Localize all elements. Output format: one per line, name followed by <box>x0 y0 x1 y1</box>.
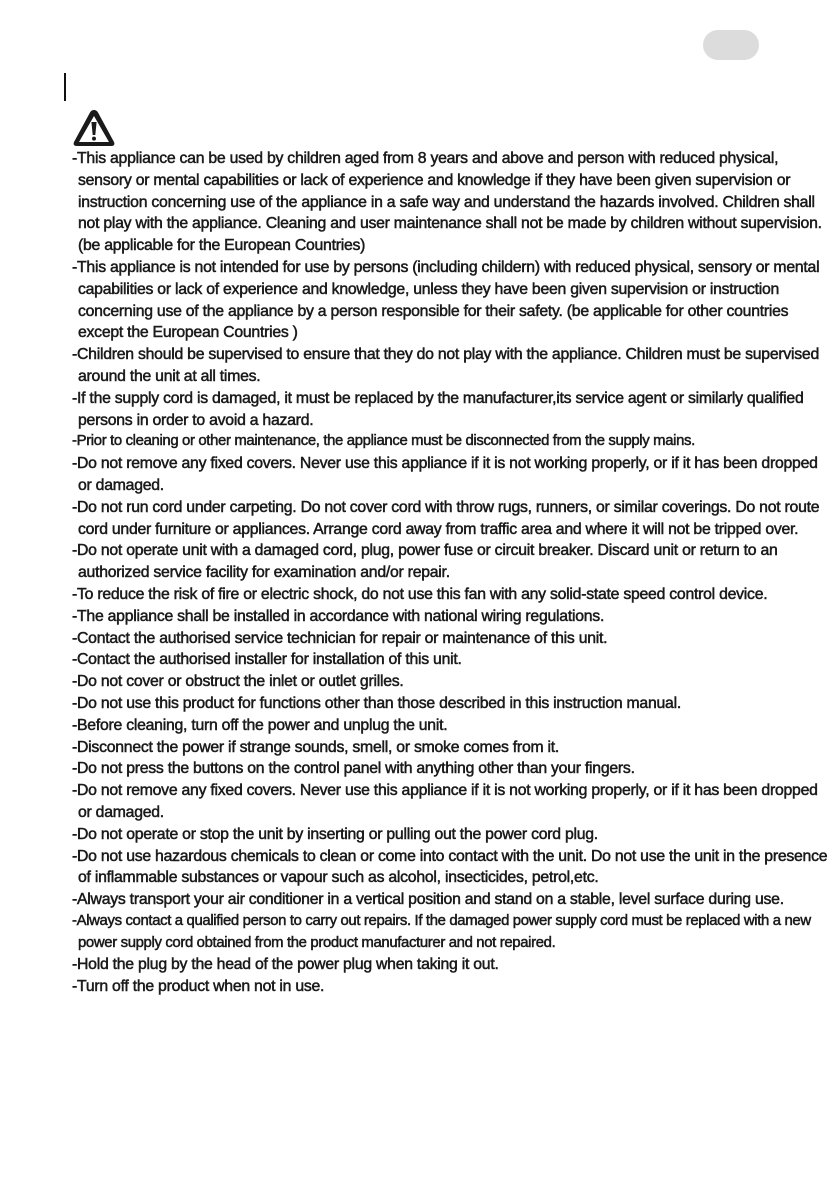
warning-item: -Do not cover or obstruct the inlet or outlet grilles. <box>72 673 404 691</box>
warning-item: -Do not use hazardous chemicals to clean or come into contact with the unit. Do not use the unit in the presence of inflammable substances or vapour such as alcohol, insecticides, petrol,etc. <box>72 847 828 887</box>
warning-item: -If the supply cord is damaged, it must be replaced by the manufacturer,its service agent or similarly qualified persons in order to avoid a hazard. <box>72 389 804 429</box>
warning-triangle-icon <box>72 108 116 148</box>
warning-item: -Hold the plug by the head of the power plug when taking it out. <box>72 956 499 974</box>
warning-item: -The appliance shall be installed in accordance with national wiring regulations. <box>72 607 605 625</box>
warning-item: -Disconnect the power if strange sounds, smell, or smoke comes from it. <box>72 738 560 756</box>
warning-item: -Before cleaning, turn off the power and unplug the unit. <box>72 716 448 734</box>
warning-item: -Do not press the buttons on the control panel with anything other than your fingers. <box>72 760 635 778</box>
warning-item: -Do not operate unit with a damaged cord, plug, power fuse or circuit breaker. Discard unit or return to an authorized service facility for examination and/or repair. <box>72 542 778 582</box>
warning-item: -This appliance can be used by children aged from 8 years and above and person with reduced physical, sensory or mental capabilities or lack of experience and knowledge if they have been given supervision or instruction concerning use of the appliance in a safe way and understand the hazards involved. Children shall not play with the appliance. Cleaning and user maintenance shall not be made by children without supervision. (be applicable for the European Countries) <box>72 150 822 255</box>
warning-item: -Do not run cord under carpeting. Do not cover cord with throw rugs, runners, or similar coverings. Do not route cord under furniture or appliances. Arrange cord away from traffic area and where it will not be tripped over. <box>72 498 820 538</box>
warning-item: -Children should be supervised to ensure that they do not play with the appliance. Children must be supervised around the unit at all times. <box>72 346 820 385</box>
warning-item: -Do not remove any fixed covers. Never use this appliance if it is not working properly, or if it has been dropped or damaged. <box>72 782 818 821</box>
warning-item: -Do not use this product for functions other than those described in this instruction manual. <box>72 694 681 712</box>
warning-item: -Contact the authorised service technician for repair or maintenance of this unit. <box>72 629 608 647</box>
warning-item: -Always contact a qualified person to carry out repairs. If the damaged power supply cord must be replaced with a new power supply cord obtained from the product manufacturer and not repaired. <box>72 912 811 951</box>
margin-bar <box>64 73 66 101</box>
warning-item: -Turn off the product when not in use. <box>72 978 325 996</box>
warning-item: -Do not remove any fixed covers. Never use this appliance if it is not working properly, or if it has been dropped or damaged. <box>72 455 818 494</box>
page-number-tab <box>703 30 759 60</box>
warning-item: -This appliance is not intended for use by persons (including childern) with reduced physical, sensory or mental capabilities or lack of experience and knowledge, unless they have been given supervision or instruction concerning use of the appliance by a person responsible for their safety. (be applicable for other countries except the European Countries ) <box>72 258 820 342</box>
warning-item: -To reduce the risk of fire or electric shock, do not use this fan with any solid-state speed control device. <box>72 585 768 603</box>
warning-item: -Always transport your air conditioner in a vertical position and stand on a stable, level surface during use. <box>72 891 784 909</box>
warning-item: -Do not operate or stop the unit by inserting or pulling out the power cord plug. <box>72 825 598 843</box>
warning-item: -Prior to cleaning or other maintenance, the appliance must be disconnected from the supply mains. <box>72 433 695 450</box>
safety-warning-list <box>72 148 834 998</box>
warning-item: -Contact the authorised installer for installation of this unit. <box>72 651 462 669</box>
